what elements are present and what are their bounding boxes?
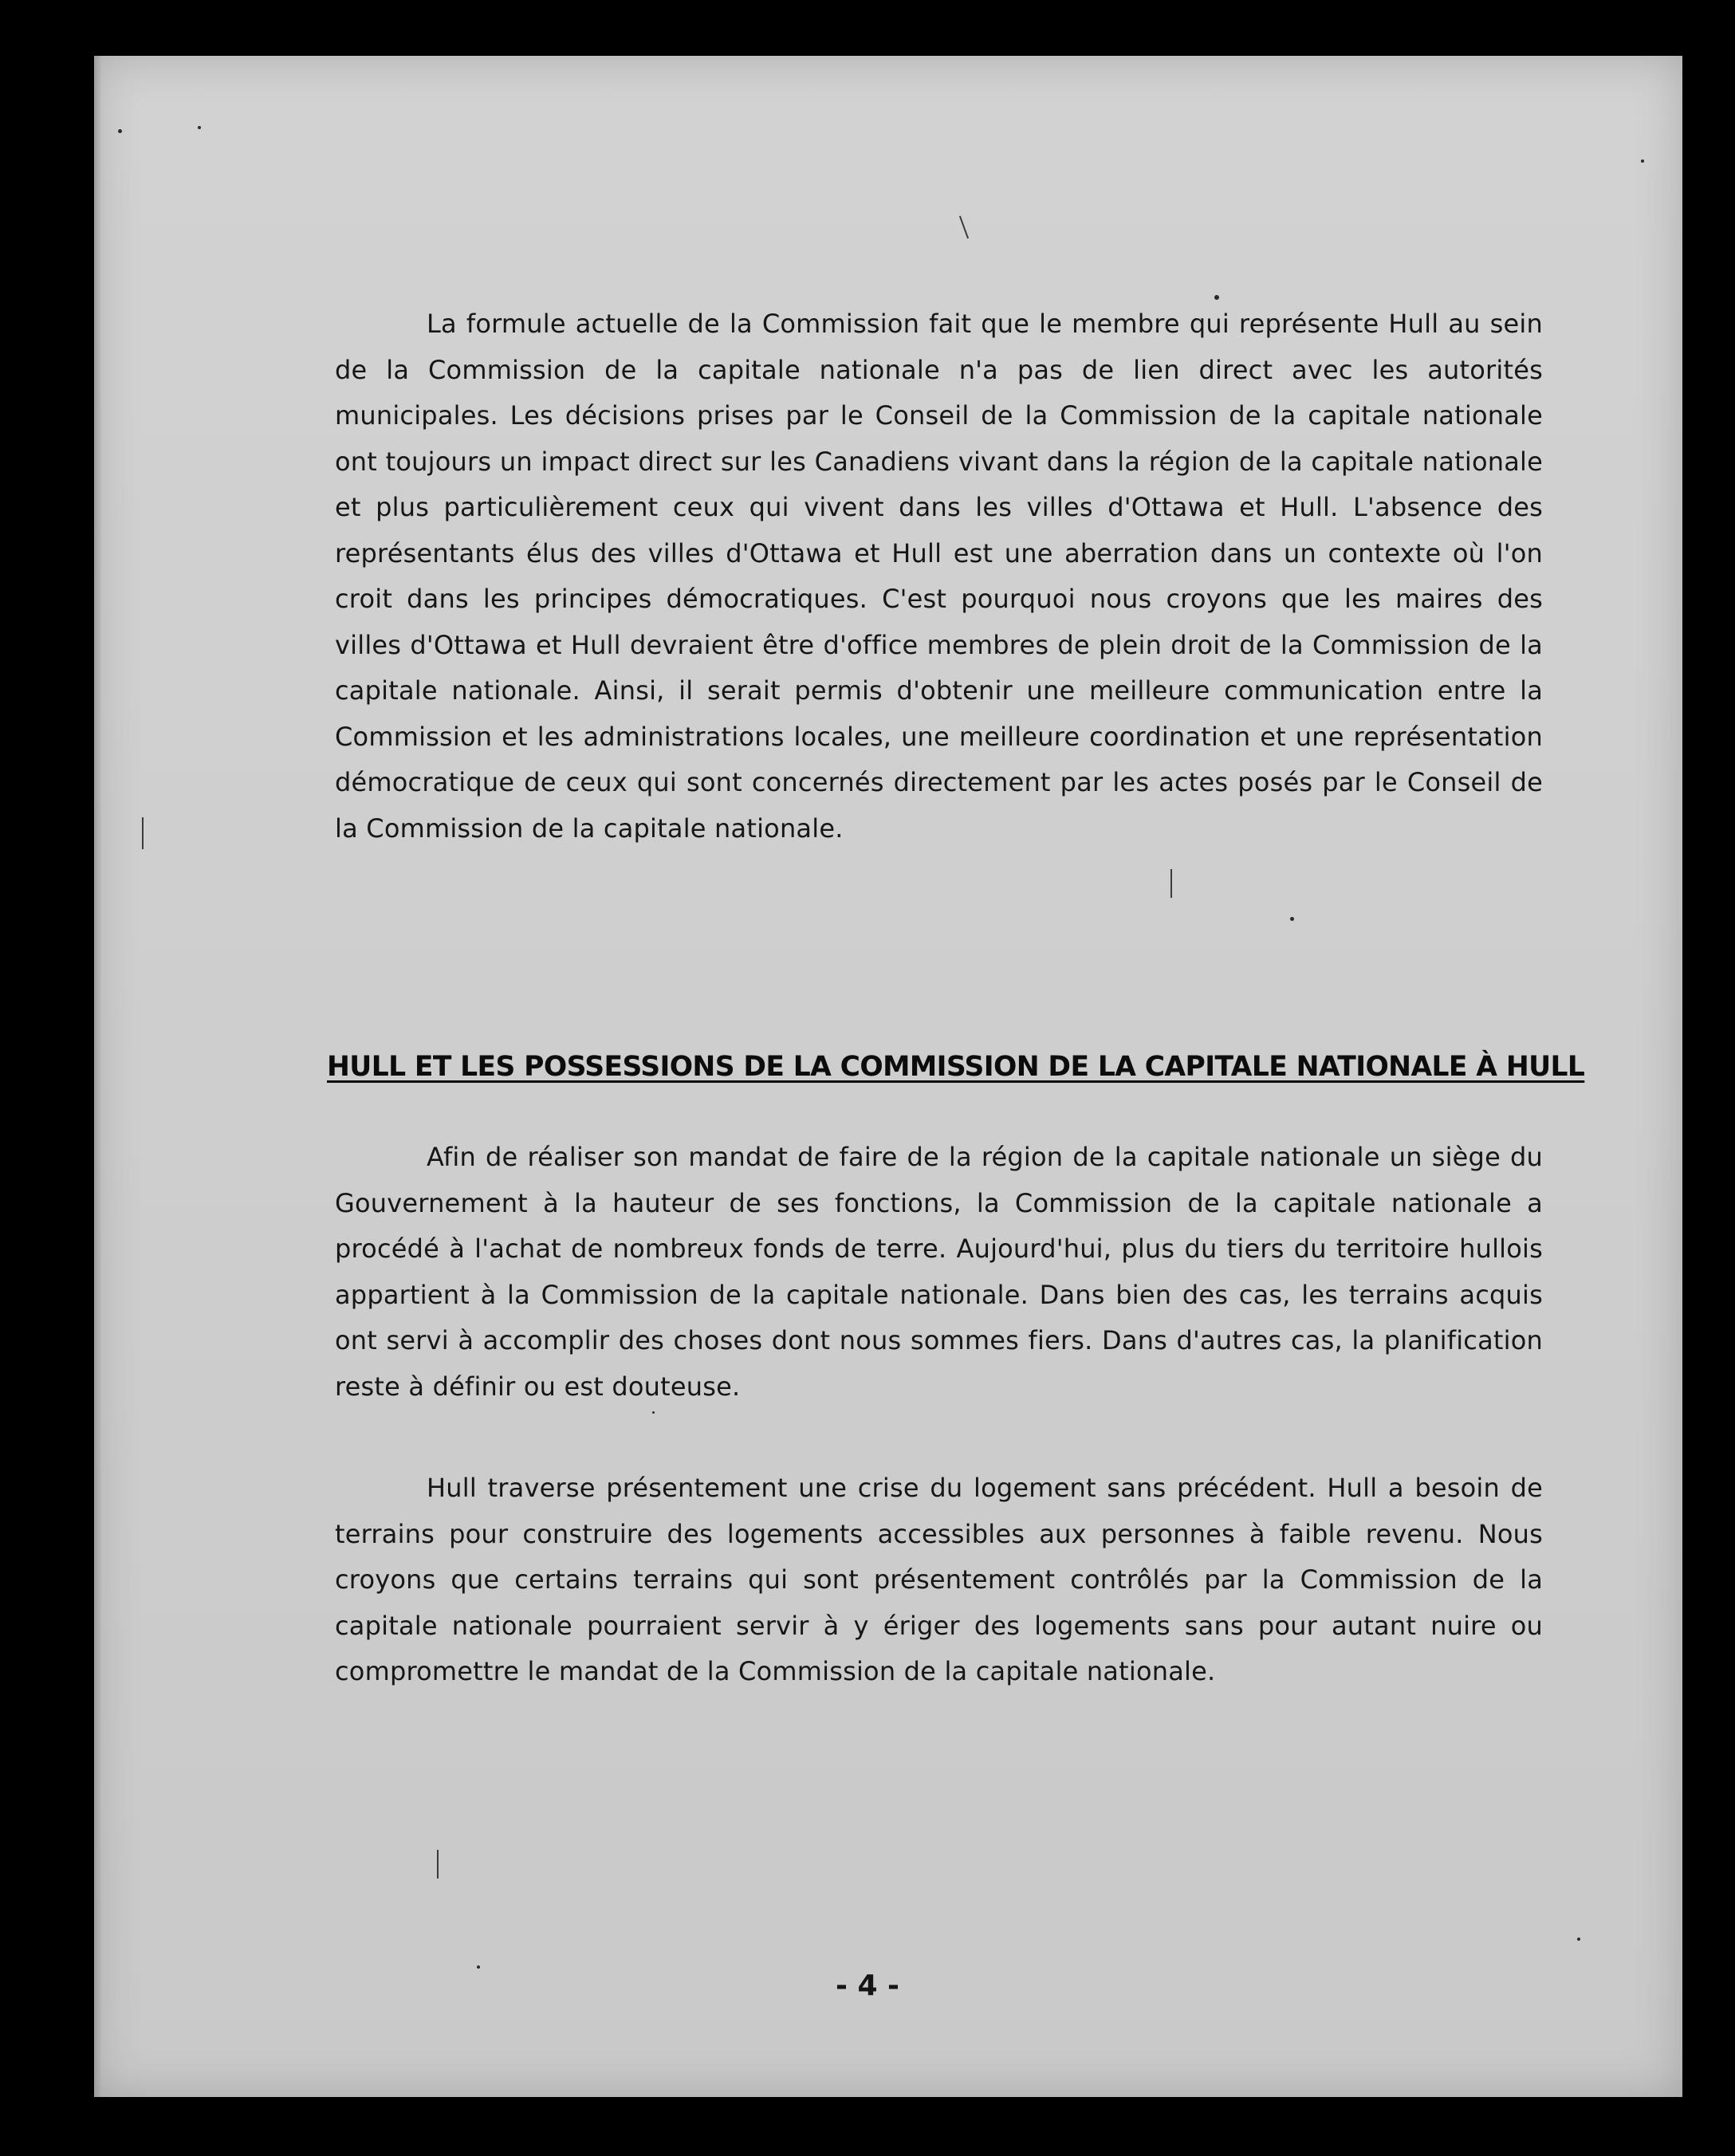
scan-speck xyxy=(198,126,201,129)
section-heading: HULL ET LES POSSESSIONS DE LA COMMISSION DE LA CAPITALE NATIONALE À HULL xyxy=(327,1051,1585,1083)
scan-speck xyxy=(118,129,122,133)
scan-speck xyxy=(1577,1938,1580,1941)
body-paragraph: Hull traverse présentement une crise du logement sans précédent. Hull a besoin de terrains pour construire des logements accessibles aux personnes à faible revenu. Nous croyons que certains terrains qui sont présentement contrôlés par la Commission de la capitale nationale pourraient servir à y ériger des logements sans pour autant nuire ou compromettre le mandat de la Commission de la capitale nationale. xyxy=(335,1473,1543,1686)
scan-speck xyxy=(1214,295,1219,300)
body-paragraph: Afin de réaliser son mandat de faire de la région de la capitale nationale un siège du Gouvernement à la hauteur de ses fonctions, la Commission de la capitale nationale a procédé à l'achat de nombreux fonds de terre. Aujourd'hui, plus du tiers du territoire hullois appartient à la Commission de la capitale nationale. Dans bien des cas, les terrains acquis ont servi à accomplir des choses dont nous sommes fiers. Dans d'autres cas, la planification reste à définir ou est douteuse. xyxy=(335,1142,1543,1402)
scan-line-mark xyxy=(1170,869,1172,898)
scan-speck xyxy=(1641,159,1644,163)
scan-line-mark xyxy=(142,817,144,849)
scan-speck xyxy=(1290,917,1294,921)
page-number: - 4 - xyxy=(836,1969,899,2002)
scan-line-mark xyxy=(437,1850,439,1879)
body-paragraph: La formule actuelle de la Commission fait que le membre qui représente Hull au sein de la Commission de la capitale nationale n'a pas de lien direct avec les autorités municipales. Les décisions prises par le Conseil de la Commission de la capitale nationale ont toujours un impact direct sur les Canadiens vivant dans la région de la capitale nationale et plus particulièrement ceux qui vivent dans les villes d'Ottawa et Hull. L'absence des représentants élus des villes d'Ottawa et Hull est une aberration dans un contexte où l'on croit dans les principes démocratiques. C'est pourquoi nous croyons que les maires des villes d'Ottawa et Hull devraient être d'office membres de plein droit de la Commission de la capitale nationale. Ainsi, il serait permis d'obtenir une meilleure communication entre la Commission et les administrations locales, une meilleure coordination et une représentation démocratique de ceux qui sont concernés directement par les actes posés par le Conseil de la Commission de la capitale nationale. xyxy=(335,309,1543,844)
scan-speck xyxy=(652,1411,655,1414)
scan-line-mark xyxy=(959,216,969,239)
scan-speck xyxy=(477,1965,480,1969)
